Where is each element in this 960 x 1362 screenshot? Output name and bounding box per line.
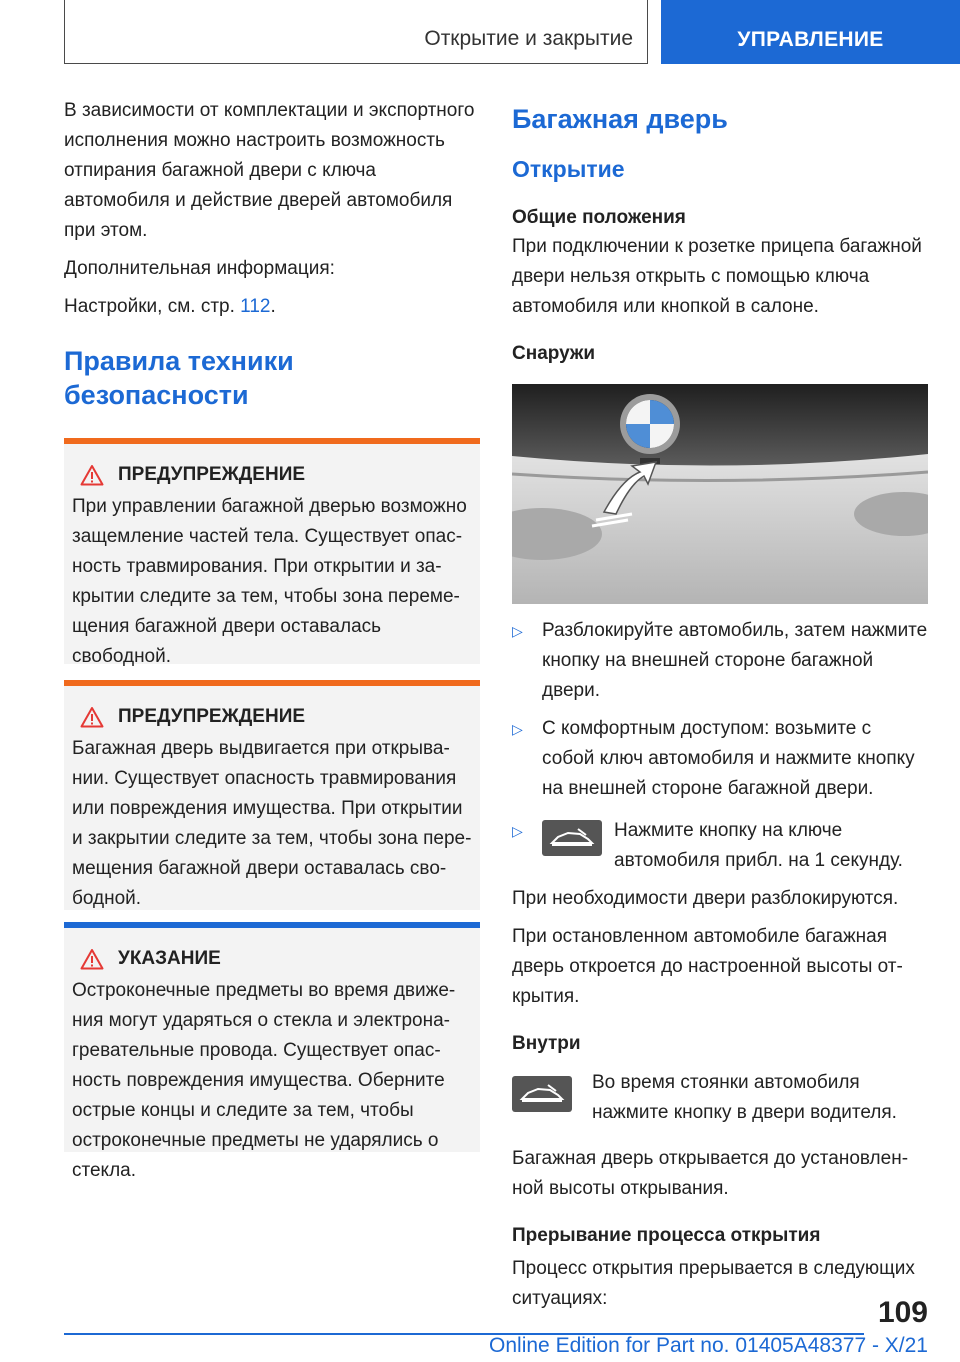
header-chapter [661, 0, 960, 64]
inside-title: Внутри [512, 1033, 581, 1054]
settings-ref-end: . [270, 296, 276, 317]
interrupt-text: Процесс открытия прерывается в следующих ситуациях: [512, 1258, 915, 1309]
notice-triangle-icon [80, 948, 104, 970]
warning-title-2 [72, 702, 472, 732]
driver-door-button-icon [512, 1076, 572, 1112]
bullet-triangle-icon: ▷ [512, 623, 523, 639]
left-column [64, 96, 480, 1181]
opening-subheading: Открытие [512, 156, 625, 182]
bullet-triangle-icon: ▷ [512, 721, 523, 737]
bullet-item-2 [512, 714, 928, 804]
header-section [64, 0, 648, 64]
bullet-triangle-icon: ▷ [512, 823, 523, 839]
edition-note: Online Edition for Part no. 01405A48377 - X/21 [489, 1334, 928, 1357]
intro-paragraph: В зависимости от комплектации и экспортного исполнения можно настроить возможность отпирания багажной двери с ключа автомобиля и действие дверей автомобиля при этом. [64, 100, 475, 241]
warning-box-1 [64, 438, 480, 667]
stop-text: При остановленном автомобиле багажная дверь откроется до настроенной высоты открытия. [512, 926, 903, 1007]
notice-title [72, 944, 472, 974]
warning-title-1 [72, 460, 472, 490]
safety-heading: Правила техники безопасности [64, 346, 294, 410]
header-chapter-title: УПРАВЛЕНИЕ [737, 28, 884, 51]
unlock-text: При необходимости двери разблокируются. [512, 888, 899, 909]
header-section-title: Открытие и закрытие [424, 27, 633, 50]
bullet-item-3 [512, 816, 928, 876]
notice-box [64, 922, 480, 1181]
tailgate-illustration [512, 384, 928, 604]
bullet-text-3: Нажмите кнопку на ключе автомобиля прибл. на 1 секунду. [614, 820, 903, 871]
interrupt-title: Прерывание процесса открытия [512, 1225, 821, 1246]
warning-text-1: При управлении багажной дверью возможно защемление частей тела. Существует опасность травмирования. При открытии и закрытии следите за тем, чтобы зона перемещения багажной двери оставалась свободной. [72, 496, 467, 667]
warning-box-2 [64, 680, 480, 910]
more-info-label: Дополнительная информация: [64, 258, 335, 279]
inside-text: Во время стоянки автомобиля нажмите кнопку в двери водителя. [592, 1072, 897, 1123]
warning-triangle-icon [80, 706, 104, 728]
page-number: 109 [877, 1296, 928, 1329]
notice-title-text: УКАЗАНИЕ [118, 948, 221, 969]
key-tailgate-icon [542, 820, 602, 856]
bullet-item-1 [512, 616, 928, 706]
opens-text: Багажная дверь открывается до установленной высоты открывания. [512, 1148, 909, 1199]
bullet-text-1: Разблокируйте автомобиль, затем нажмите кнопку на внешней стороне багажной двери. [542, 620, 928, 701]
notice-text: Остроконечные предметы во время движения могут ударяться о стекла и электронагревательные провода. Существует опасность повреждения имущества. Оберните острые концы и следите за тем, чтобы остроконечные предметы не ударялись о стекла. [72, 980, 456, 1181]
settings-ref-text: Настройки, см. стр. [64, 296, 241, 317]
tailgate-button-photo [512, 384, 928, 604]
tailgate-heading: Багажная дверь [512, 104, 728, 134]
bullet-text-2: С комфортным доступом: возьмите с собой ключ автомобиля и нажмите кнопку на внешней стороне багажной двери. [542, 718, 915, 799]
general-text: При подключении к розетке прицепа багажной двери нельзя открыть с помощью ключа автомобиля или кнопкой в салоне. [512, 236, 922, 317]
inside-row [512, 1068, 928, 1128]
warning-title-text-2: ПРЕДУПРЕЖДЕНИЕ [118, 706, 306, 727]
warning-triangle-icon [80, 464, 104, 486]
warning-text-2: Багажная дверь выдвигается при открывании. Существует опасность травмирования или повреждения имущества. При открытии и закрытии следите за тем, чтобы зона перемещения багажной двери оставалась свободной. [72, 738, 472, 909]
outside-title: Снаружи [512, 343, 596, 364]
general-title: Общие положения [512, 207, 686, 228]
right-column [512, 96, 928, 1314]
settings-reference [64, 292, 480, 322]
warning-title-text-1: ПРЕДУПРЕЖДЕНИЕ [118, 464, 306, 485]
settings-page-link[interactable]: 112 [240, 296, 271, 317]
